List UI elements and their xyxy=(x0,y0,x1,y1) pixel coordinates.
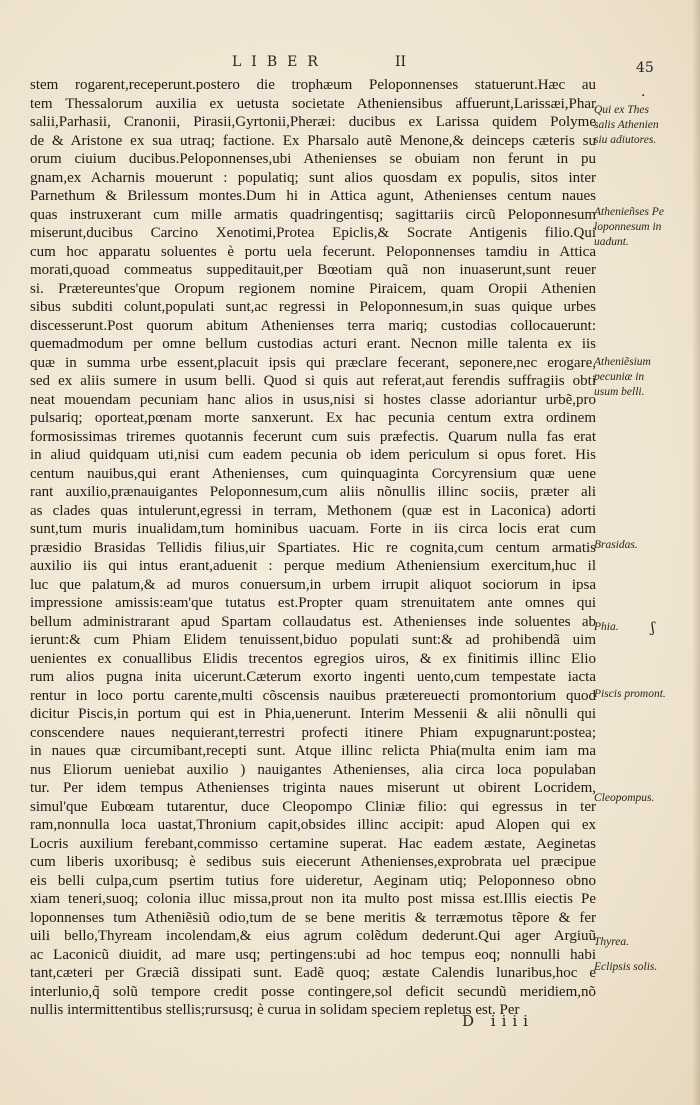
text-line: in aliud quidquam uti,nisi cum eadem pecunia ob idem periculum si opus foret. His xyxy=(30,447,596,463)
margin-mark: ʃ xyxy=(651,620,655,636)
text-line: bellum administrarant apud Spartam collaudatus est. Athenienses inde soluentes ab xyxy=(30,613,596,630)
text-line: tur. Per idem tempus Athenienses triginta naues miserunt ut obirent Locridem, xyxy=(30,780,596,796)
text-line: ac Laconicũ diuidit, ad mare usq; pertingens:ubi ad hoc tempus eoq; nonnulli habi xyxy=(30,946,596,963)
text-line: tem Thessalorum auxilia ex uetusta societate Atheniensibus affuerunt,Larissæi,Phar xyxy=(30,95,596,112)
text-line: rant auxilio,prænauigantes Peloponnesum,cum aliis nõnullis illinc sociis, præter ali xyxy=(30,484,596,500)
marginal-note-line: Thyrea. xyxy=(594,936,630,948)
text-line: uili bello,Thyream incolendam,& eius agrum colẽdum dederunt.Qui ager Argiuũ xyxy=(30,928,596,944)
text-line: centum nauibus,qui erant Athenienses, cum quinquaginta Corcyrensium quæ uene xyxy=(30,465,596,482)
text-line: rentur in loco portu carente,multi cõscensis nauibus prætereuecti promontorium quod xyxy=(30,687,596,704)
text-line: ierunt:& cum Phiam Elidem tenuissent,biduo populati sunt:& ad prohibendã uim xyxy=(30,632,596,648)
text-line: morati,quoad commeatus suppeditauit,per Bœotiam quã non inuaserunt,sunt reuer xyxy=(30,262,596,278)
text-line: cum liberis uxoribusq; è sedibus suis eiecerunt Athenienses,exprobrata uel præcipue xyxy=(30,854,596,870)
text-line: quæ in summa urbe essent,placuit ipsis qui præclare fecerant, seponere,nec erogare, xyxy=(30,354,596,371)
text-line: stem rogarent,receperunt.postero die trophæum Peloponnenses statuerunt.Hæc au xyxy=(30,77,596,93)
text-line: xiam teneri,suoq; colonia illuc missa,prout non ita multo post missa est.Illis eiectis Pe xyxy=(30,891,596,907)
text-line: orum ciuium ducibus.Peloponnenses,ubi Athenienses se obuiam non ferunt in pu xyxy=(30,151,596,167)
marginal-note-cleopompus xyxy=(594,791,698,806)
text-line: quas instruxerant cum mille armatis quadringentisq; sagittariis circũ Peloponnesum xyxy=(30,206,596,223)
text-line: tant,cæteri per Græciã dissipati sunt. Eadẽ quoq; æstate Calendis lunaribus,hoc e xyxy=(30,965,596,981)
text-line: formosissimas triremes quotannis fecerunt cum suis præfectis. Quarum nulla fas erat xyxy=(30,428,596,445)
marginal-note-war-treasury xyxy=(594,355,698,400)
marginal-note-line: Qui ex Thes xyxy=(594,104,649,116)
text-line: eis belli culpa,cum psertim tutius fore uideretur, Aeginam utiq; Peloponneso obno xyxy=(30,872,596,889)
marginal-note-line: siu adiutores. xyxy=(594,134,657,146)
text-line: loponnenses tum Atheniẽsiũ odio,tum de se bene meritis & terræmotus tẽpore & fer xyxy=(30,909,596,926)
text-line: auxilio iis qui intus erant,aduenit : perque medium Atheniensium exercitum,huc il xyxy=(30,558,596,574)
marginal-note-line: Phia. xyxy=(594,621,619,633)
running-title: LIBER xyxy=(232,54,328,70)
marginal-note-line: uadunt. xyxy=(594,236,629,248)
marginal-note-thyrea xyxy=(594,935,698,950)
text-line: ram,nonnulla loca uastat,Thronium capit,obsides illinc accipit: apud Alopen qui ex xyxy=(30,817,596,833)
text-line: uenientes ex conuallibus Elidis trecentos egregios uiros, & ex finitimis illinc Elio xyxy=(30,650,596,667)
text-line: cum hoc apparatu soluentes è portu uela fecerunt. Peloponnenses tamdiu in Attica xyxy=(30,243,596,260)
text-line: impressione amissis:eam'que tutatus est.Propter quam strenuitatem ante omnes qui xyxy=(30,595,596,611)
text-line: as clades quas intulerunt,egressi in terram, Methonem (quæ est in Laconica) adorti xyxy=(30,502,596,519)
book-number: II xyxy=(395,54,407,70)
text-line: miserunt,ducibus Carcino Xenotimi,Protea Epiclis,& Socrate Antigenis filio.Qui xyxy=(30,225,596,241)
text-line: neat mouendam pecuniam hanc alios in usus,nisi si hostes classe adoriantur urbẽ,pro xyxy=(30,391,596,408)
text-line: pulsariq; oporteat,pœnam morte sanxerunt. Ex hac pecunia centum extra ordinem xyxy=(30,410,596,426)
text-line: luc que palatum,& ad muros conuersum,in urbem irrupit aliquot sociorum in ipsa xyxy=(30,576,596,593)
marginal-note-line: Piscis promont. xyxy=(594,688,666,700)
text-line: in naues quæ circumibant,recepti sunt. Atque illinc relicta Phia(multa enim iam ma xyxy=(30,743,596,759)
marginal-note-line: Athenieñses Pe xyxy=(594,206,664,218)
marginal-note-line: Cleopompus. xyxy=(594,792,655,804)
marginal-note-solar-eclipse xyxy=(594,960,698,975)
text-line: conscendere naues nequierant,terrestri profecti itinere Phiam expugnarunt:postea; xyxy=(30,724,596,741)
marginal-note-line: Eclipsis solis. xyxy=(594,961,658,973)
text-line: interlunio,q̃ solũ tempore credit posse contingere,sol deficit secundũ meridiem,nõ xyxy=(30,983,596,1000)
text-line: gnam,ex Acharnis mouerunt : populatiq; sunt alios quosdam ex populis, sitos inter xyxy=(30,169,596,186)
marginal-note-piscis xyxy=(594,687,698,702)
signature-mark: D iiii xyxy=(462,1012,534,1030)
text-line: rum alios pugna inita uicerunt.Cæterum exorto ingenti uento,cum tempestate iacta xyxy=(30,669,596,685)
text-line: nus Eliorum ueniebat auxilio ) nauigantes Athenienses, alia circa loca populaban xyxy=(30,761,596,778)
marginal-note-peloponnese-invasion xyxy=(594,205,698,250)
text-line: Parnethum & Brilessum montes.Dum hi in Attica agunt, Athenienses centum naues xyxy=(30,188,596,204)
text-line: simul'que Eubœam tutarentur, duce Cleopompo Cliniæ filio: qui egressus in ter xyxy=(30,798,596,815)
marginal-note-line: usum belli. xyxy=(594,386,645,398)
marginal-note-line: salis Athenien xyxy=(594,119,659,131)
text-line: Locris auxilium ferebant,commisso certamine superat. Hac eadem æstate, Aeginetas xyxy=(30,835,596,852)
text-line: quemadmodum per omne bellum custodias acturi erant. Necnon mille talenta ex iis xyxy=(30,336,596,352)
text-line: sed ex aliis sumere in usum belli. Quod si quis aut referat,aut ferendis suffragiis obti xyxy=(30,373,596,389)
marginal-note-line: Brasidas. xyxy=(594,539,638,551)
text-line: sunt,tum muris inualidam,tum hominibus uacuam. Forte in iis circa locis erat cum xyxy=(30,521,596,537)
text-line: nullis intermittentibus stellis;rursusq; è curua in solidam speciem repletus est. Per xyxy=(30,1002,520,1018)
text-line: dicitur Piscis,in portum qui est in Phia,uenerunt. Interim Messenii & alii nõnulli qui xyxy=(30,706,596,722)
text-line: discesserunt.Post quorum abitum Athenienses terra mariq; custodias collocauerunt: xyxy=(30,317,596,334)
text-line: si. Prætereuntes'que Oropum regionem nomine Piraicem, quam Oropii Athenien xyxy=(30,280,596,297)
text-line: sibus subditi colunt,populati sunt,ac regressi in Peloponnesum,in suas quique urbes xyxy=(30,299,596,315)
marginal-note-brasidas xyxy=(594,538,698,553)
marginal-note-thessalian-allies xyxy=(594,103,698,148)
marginal-note-line: pecuniæ in xyxy=(594,371,645,383)
text-line: salii,Parhasii, Cranonii, Pirasii,Gyrtonii,Pheræi: ducibus ex Larissa quidem Polyme xyxy=(30,114,596,130)
text-line: de & Aristone ex sua utraq; factione. Ex Pharsalo autẽ Menone,& deinceps cæteris su xyxy=(30,132,596,149)
page-number: 45 xyxy=(636,60,654,76)
margin-dot: · xyxy=(641,88,646,104)
main-text-block xyxy=(30,76,596,1020)
marginal-note-phia xyxy=(594,620,698,635)
marginal-note-line: loponnesum in xyxy=(594,221,662,233)
text-line: præsidio Brasidas Tellidis filius,uir Spartiates. Hic re cognita,cum centum armatis xyxy=(30,539,596,556)
marginal-note-line: Atheniẽsium xyxy=(594,356,651,368)
